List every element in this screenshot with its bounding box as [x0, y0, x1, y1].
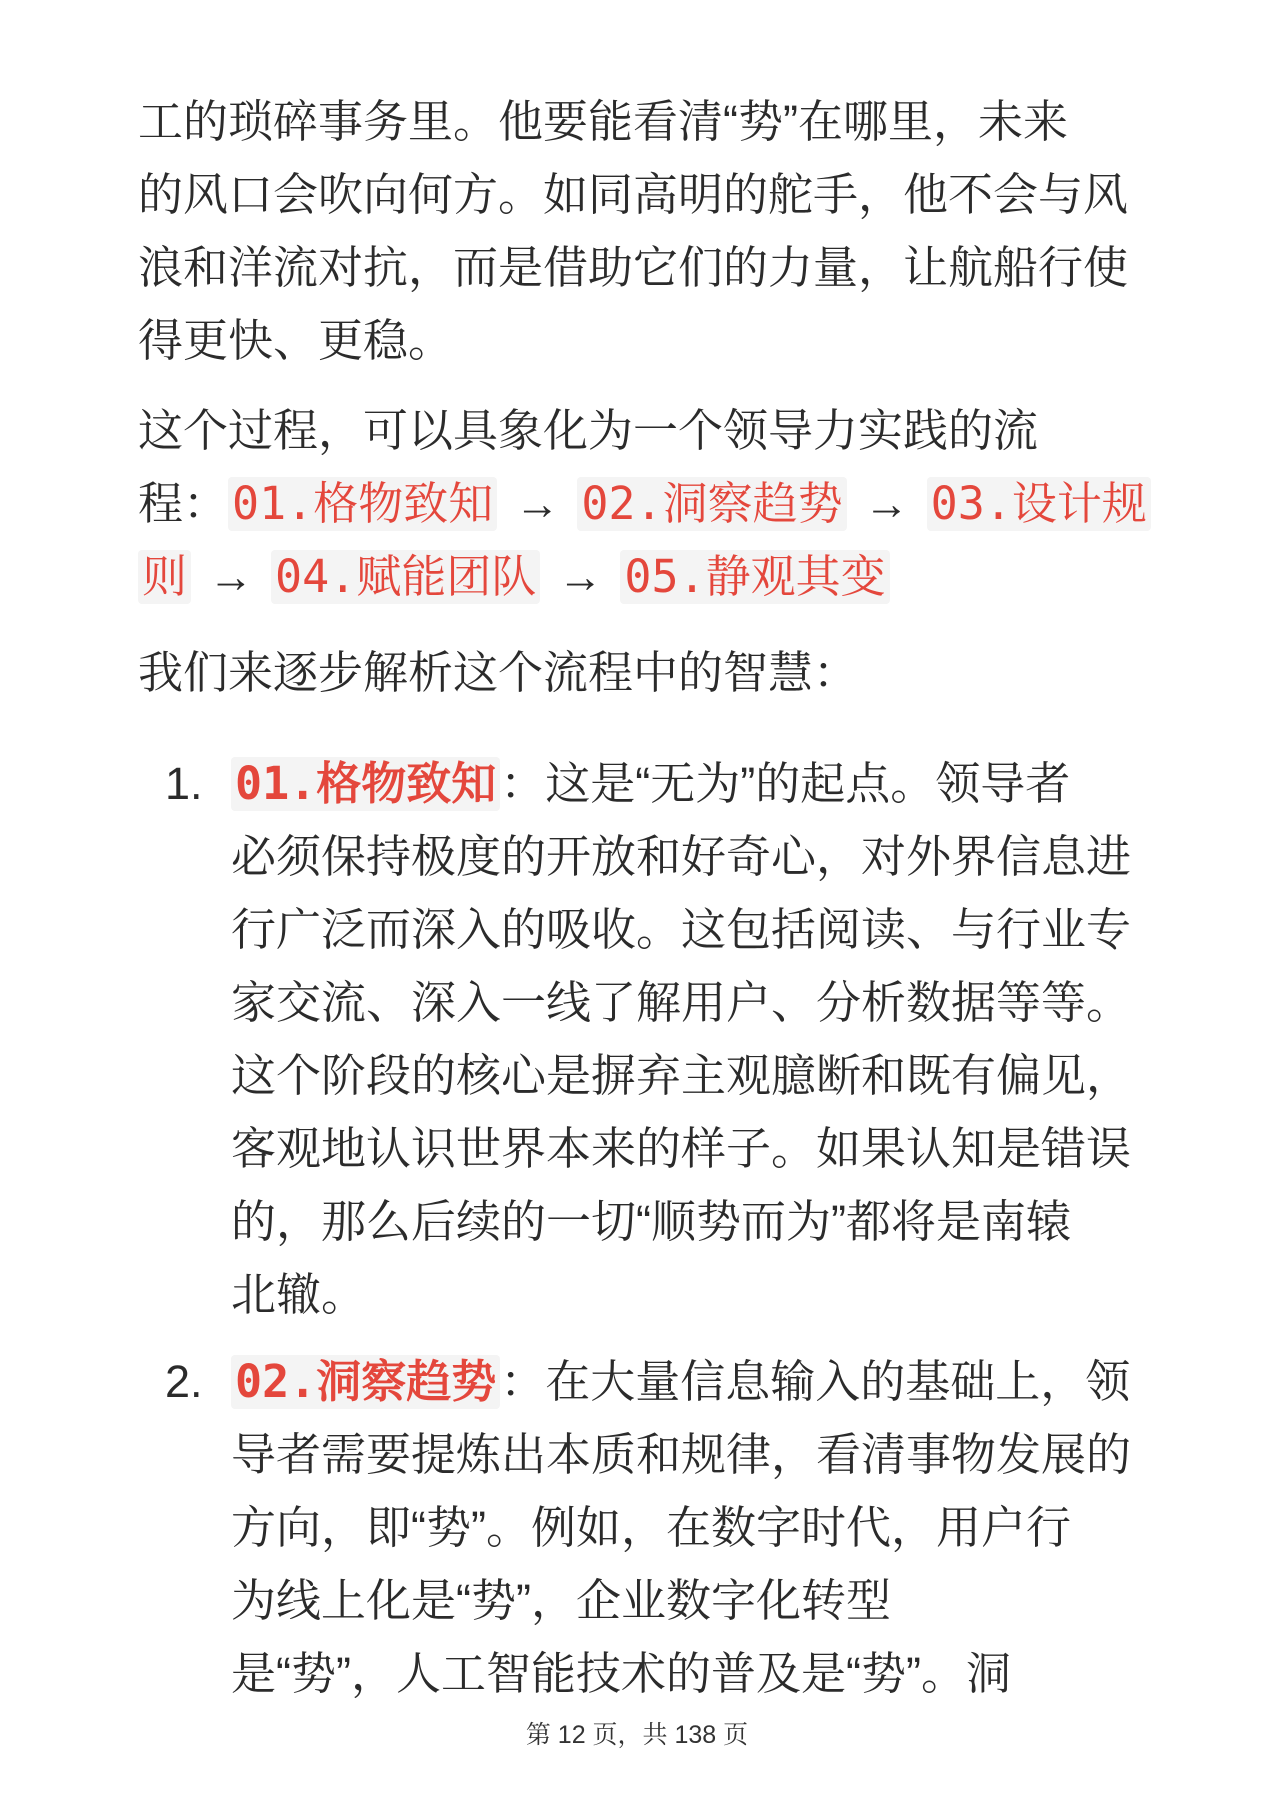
text-line: 导者需要提炼出本质和规律，看清事物发展的: [231, 1429, 1132, 1480]
text-line: 的，那么后续的一切“顺势而为”都将是南辕: [231, 1196, 1071, 1247]
text-line: 这个阶段的核心是摒弃主观臆断和既有偏见，: [231, 1050, 1132, 1101]
text-line: 是“势”，人工智能技术的普及是“势”。洞: [231, 1648, 1011, 1699]
numbered-list: [138, 747, 1138, 1710]
text-line: 我们来逐步解析这个流程中的智慧：: [138, 647, 859, 698]
process-flow-line: [138, 540, 1138, 613]
lead-in-paragraph: [138, 636, 1138, 709]
step-tag-04: 04.赋能团队: [271, 550, 540, 604]
step-tag-01: 01.格物致知: [231, 757, 500, 811]
text-line: 行广泛而深入的吸收。这包括阅读、与行业专: [231, 904, 1132, 955]
text-line: 浪和洋流对抗，而是借助它们的力量，让航船行使: [138, 242, 1129, 293]
flow-arrow-icon: →: [864, 478, 910, 529]
step-tag-03-continued: 则: [138, 550, 191, 604]
step-tag-02: 02.洞察趋势: [231, 1355, 500, 1409]
text-line: 必须保持极度的开放和好奇心，对外界信息进: [231, 831, 1132, 882]
step-tag-02: 02.洞察趋势: [577, 477, 846, 531]
text-line: 得更快、更稳。: [138, 315, 454, 366]
intro-paragraph: [138, 85, 1138, 377]
text-line: 家交流、深入一线了解用户、分析数据等等。: [231, 977, 1132, 1028]
step-tag-05: 05.静观其变: [620, 550, 889, 604]
text-run: 程：: [138, 478, 229, 529]
text-line: 工的琐碎事务里。他要能看清“势”在哪里，未来: [138, 96, 1068, 147]
process-flow-line: [138, 467, 1147, 540]
flow-arrow-icon: →: [514, 478, 560, 529]
text-line: 北辙。: [231, 1269, 367, 1320]
list-number: 2.: [165, 1356, 203, 1407]
flow-arrow-icon: →: [208, 551, 254, 602]
page-number-footer: 第 12 页，共 138 页: [525, 1721, 749, 1749]
text-line: 方向，即“势”。例如，在数字时代，用户行: [231, 1502, 1071, 1553]
step-tag-01: 01.格物致知: [228, 477, 497, 531]
list-number: 1.: [165, 758, 203, 809]
list-item-first-line: [231, 1345, 1138, 1418]
text-run: ：在大量信息输入的基础上，领: [500, 1356, 1131, 1407]
text-line: 客观地认识世界本来的样子。如果认知是错误: [231, 1123, 1132, 1174]
text-run: ：这是“无为”的起点。领导者: [500, 758, 1071, 809]
list-item-first-line: [231, 747, 1138, 820]
text-line: 的风口会吹向何方。如同高明的舵手，他不会与风: [138, 169, 1129, 220]
step-tag-03: 03.设计规: [927, 477, 1151, 531]
process-paragraph: [138, 394, 1147, 613]
page-body: [138, 85, 1147, 1710]
flow-arrow-icon: →: [557, 551, 603, 602]
list-item-1: [138, 747, 1138, 1331]
list-item-2: [138, 1345, 1138, 1710]
text-line: 这个过程，可以具象化为一个领导力实践的流: [138, 405, 1039, 456]
text-line: 为线上化是“势”，企业数字化转型: [231, 1575, 891, 1626]
